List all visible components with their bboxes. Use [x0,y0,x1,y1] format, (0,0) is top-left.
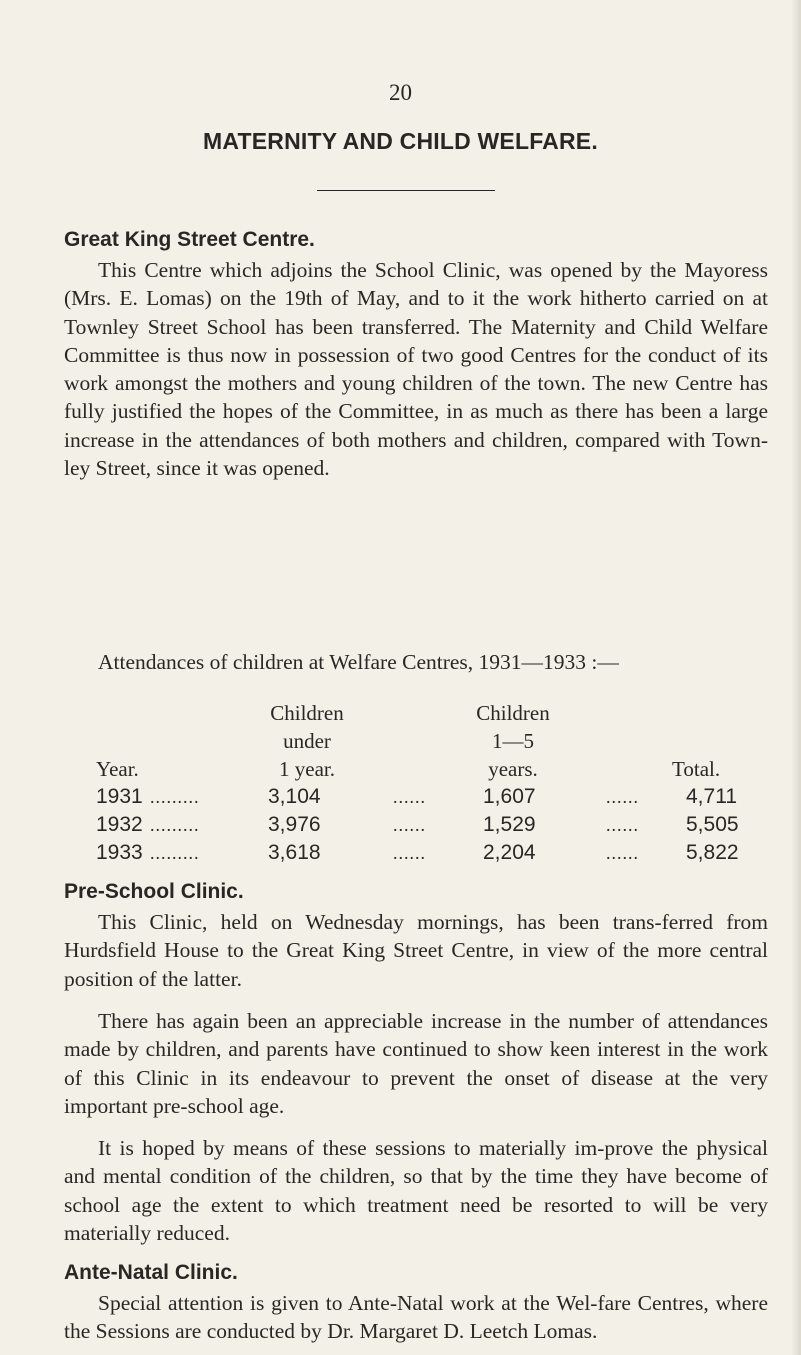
heading-pre-school-clinic: Pre-School Clinic. [64,880,244,903]
paragraph-pre-school-3 [64,1134,768,1247]
header-under1-line1: Children [270,701,344,725]
page-edge-shadow [791,0,801,1355]
leader-dots: ......... [150,815,200,835]
leader-dots: ...... [606,787,639,807]
cell-1to5: 2,204 [483,841,536,864]
paragraph-text: It is hoped by means of these sessions to materially im-prove the physical and mental condition of the children, so that by the time they have become of school age the extent to which treatment need be resorted to will be very materially reduced. [64,1136,768,1245]
heading-ante-natal-clinic: Ante-Natal Clinic. [64,1261,238,1284]
cell-under1: 3,976 [268,813,321,836]
header-total: Total. [672,757,721,781]
leader-dots: ...... [393,815,426,835]
paragraph-text: This Clinic, held on Wednesday mornings, has been trans-ferred from Hurdsfield House to the Great King Street Centre, in view of the more central position of the latter. [64,910,768,991]
paragraph-text: There has again been an appreciable increase in the number of attendances made by children, and parents have continued to show keen interest in the work of this Clinic in its endeavour to prevent the onset of disease at the very important pre-school age. [64,1009,768,1118]
page-title: MATERNITY AND CHILD WELFARE. [203,128,598,154]
paragraph-pre-school-1 [64,908,768,993]
cell-year: 1933 [96,841,143,864]
paragraph-great-king-street [64,256,768,482]
cell-under1: 3,618 [268,841,321,864]
header-1to5-line1: Children [476,701,550,725]
header-under1-line3: 1 year. [279,757,335,781]
paragraph-ante-natal [64,1289,768,1346]
leader-dots: ......... [150,843,200,863]
cell-total: 4,711 [686,785,737,808]
header-1to5-line2: 1—5 [492,729,534,753]
paragraph-pre-school-2 [64,1007,768,1120]
cell-1to5: 1,529 [483,813,536,836]
page-number: 20 [389,80,412,105]
leader-dots: ...... [606,843,639,863]
leader-dots: ...... [393,787,426,807]
cell-1to5: 1,607 [483,785,536,808]
title-divider [317,190,495,191]
leader-dots: ...... [606,815,639,835]
header-1to5-line3: years. [488,757,538,781]
leader-dots: ...... [393,843,426,863]
cell-year: 1931 [96,785,143,808]
cell-total: 5,505 [686,813,739,836]
table-caption: Attendances of children at Welfare Centres, 1931—1933 :— [98,650,619,674]
cell-year: 1932 [96,813,143,836]
cell-under1: 3,104 [268,785,321,808]
paragraph-text: This Centre which adjoins the School Clinic, was opened by the Mayoress (Mrs. E. Lomas) on the 19th of May, and to it the work hitherto carried on at Townley Street School has been transferred. The Maternity and Child Welfare Committee is thus now in possession of two good Centres for the conduct of its work amongst the mothers and young children of the town. The new Centre has fully justified the hopes of the Committee, in as much as there has been a large increase in the attendances of both mothers and children, compared with Town-ley Street, since it was opened. [64,258,768,481]
paragraph-text: Special attention is given to Ante-Natal work at the Wel-fare Centres, where the Sessions are conducted by Dr. Margaret D. Leetch Lomas. [64,1291,768,1344]
leader-dots: ......... [150,787,200,807]
cell-total: 5,822 [686,841,739,864]
header-under1-line2: under [283,729,331,753]
heading-great-king-street: Great King Street Centre. [64,228,315,251]
header-year: Year. [96,757,139,781]
